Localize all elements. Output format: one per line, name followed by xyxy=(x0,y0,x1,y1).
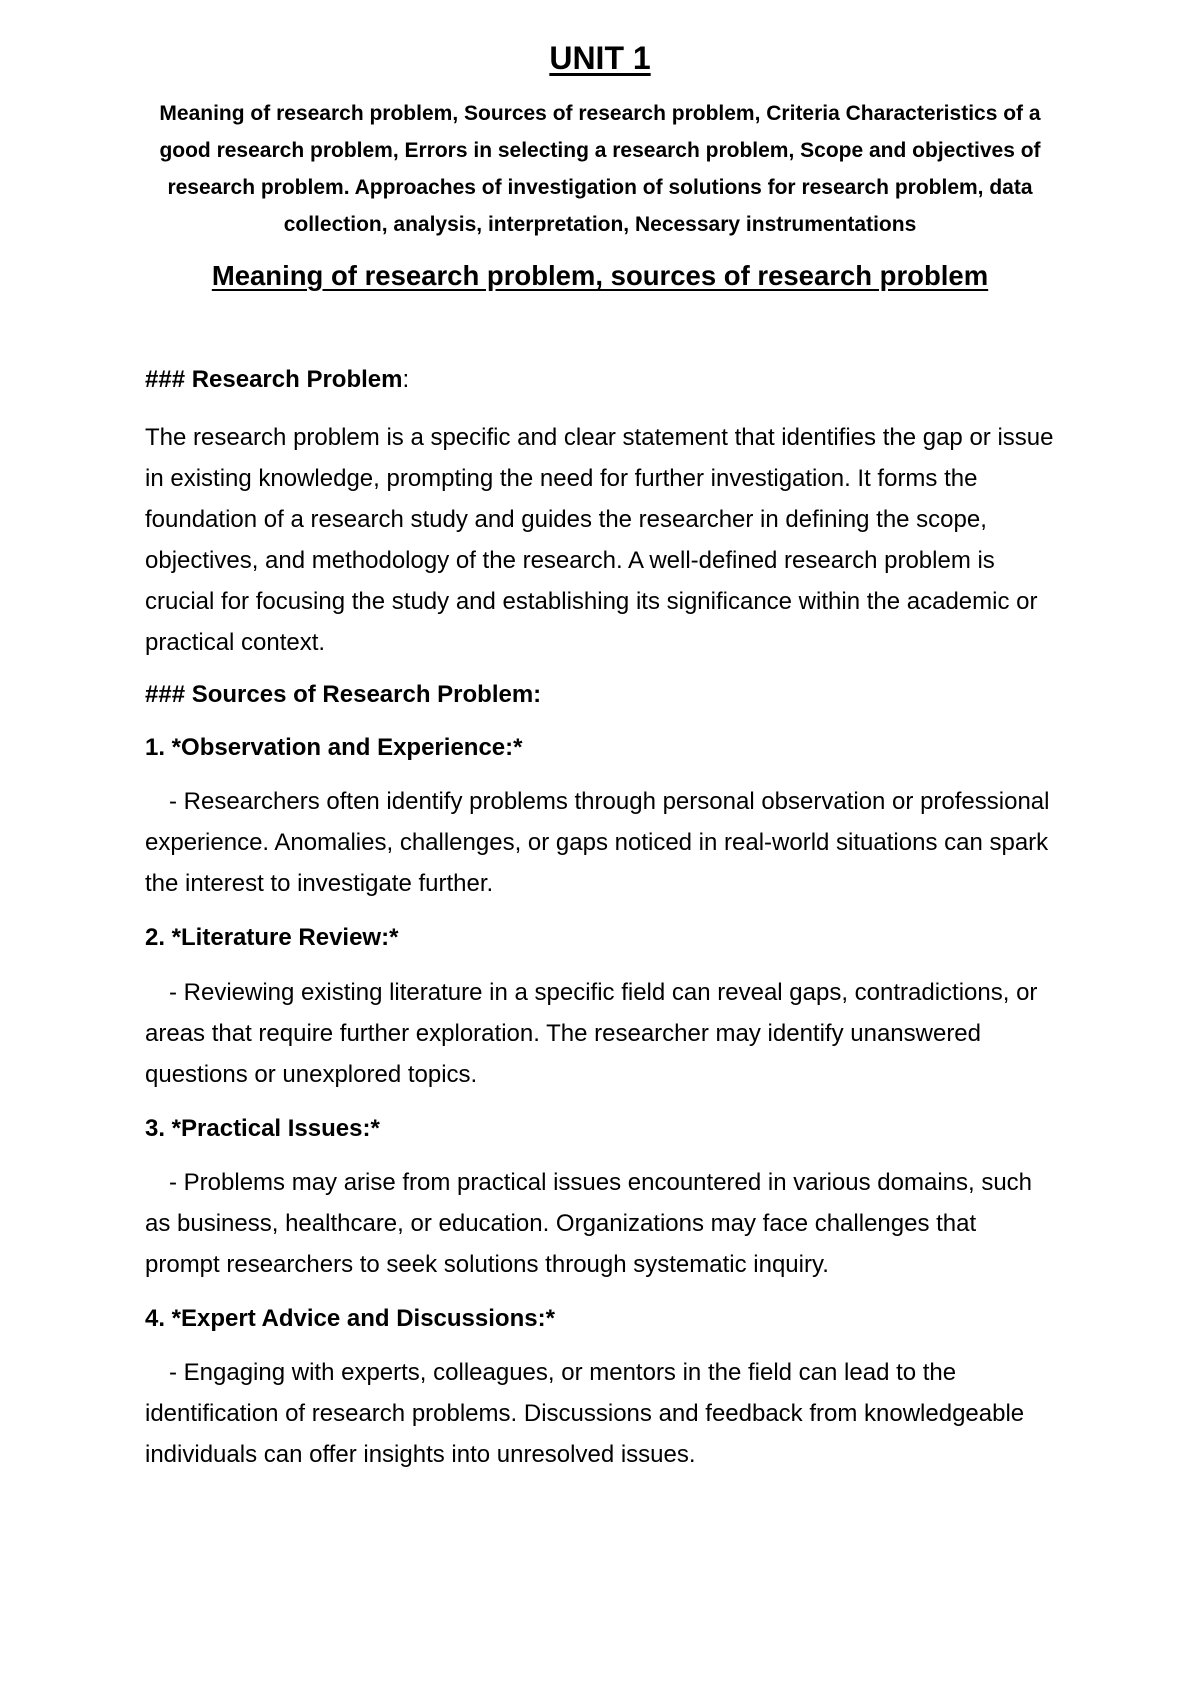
research-problem-heading-colon: : xyxy=(402,365,410,393)
source-item-text: - Problems may arise from practical issues encountered in various domains, such as business, healthcare, or education. Organizations may face challenges that prompt researchers to seek solutions through systematic inquiry. xyxy=(145,1168,1033,1278)
source-item-body xyxy=(145,781,1055,904)
source-item-title: 3. *Practical Issues:* xyxy=(145,1114,380,1142)
source-item-body xyxy=(145,1162,1055,1285)
section-title: Meaning of research problem, sources of research problem xyxy=(211,259,989,291)
sources-heading: ### Sources of Research Problem: xyxy=(145,680,542,708)
research-problem-paragraph: The research problem is a specific and clear statement that identifies the gap or issue in existing knowledge, prompting the need for further investigation. It forms the foundation of a research study and guides the researcher in defining the scope, objectives, and methodology of the research. A well-defined research problem is crucial for focusing the study and establishing its significance within the academic or practical context. xyxy=(145,423,1054,656)
source-item-body xyxy=(145,972,1055,1095)
document-page xyxy=(145,40,1055,1493)
source-item-text: - Researchers often identify problems through personal observation or professional experience. Anomalies, challenges, or gaps noticed in real-world situations can spark the interest to investigate further. xyxy=(145,788,1050,898)
research-problem-heading-text: ### Research Problem xyxy=(145,365,403,393)
source-item-title: 4. *Expert Advice and Discussions:* xyxy=(145,1304,555,1332)
research-problem-heading xyxy=(145,364,1055,395)
source-item-title: 2. *Literature Review:* xyxy=(145,924,399,952)
unit-title: UNIT 1 xyxy=(549,40,651,76)
source-item-title: 1. *Observation and Experience:* xyxy=(145,734,523,762)
syllabus-summary: Meaning of research problem, Sources of research problem, Criteria Characteristics of a good research problem, Errors in selecting a research problem, Scope and objectives of research problem. Approaches of investigation of solutions for research problem, data collection, analysis, interpretation, Necessary instrumentations xyxy=(159,101,1041,236)
source-item-body xyxy=(145,1352,1055,1475)
source-item-text: - Engaging with experts, colleagues, or mentors in the field can lead to the identification of research problems. Discussions and feedback from knowledgeable individuals can offer insights into unresolved issues. xyxy=(145,1358,1025,1468)
source-item-text: - Reviewing existing literature in a specific field can reveal gaps, contradictions, or areas that require further exploration. The researcher may identify unanswered questions or unexplored topics. xyxy=(145,978,1038,1088)
